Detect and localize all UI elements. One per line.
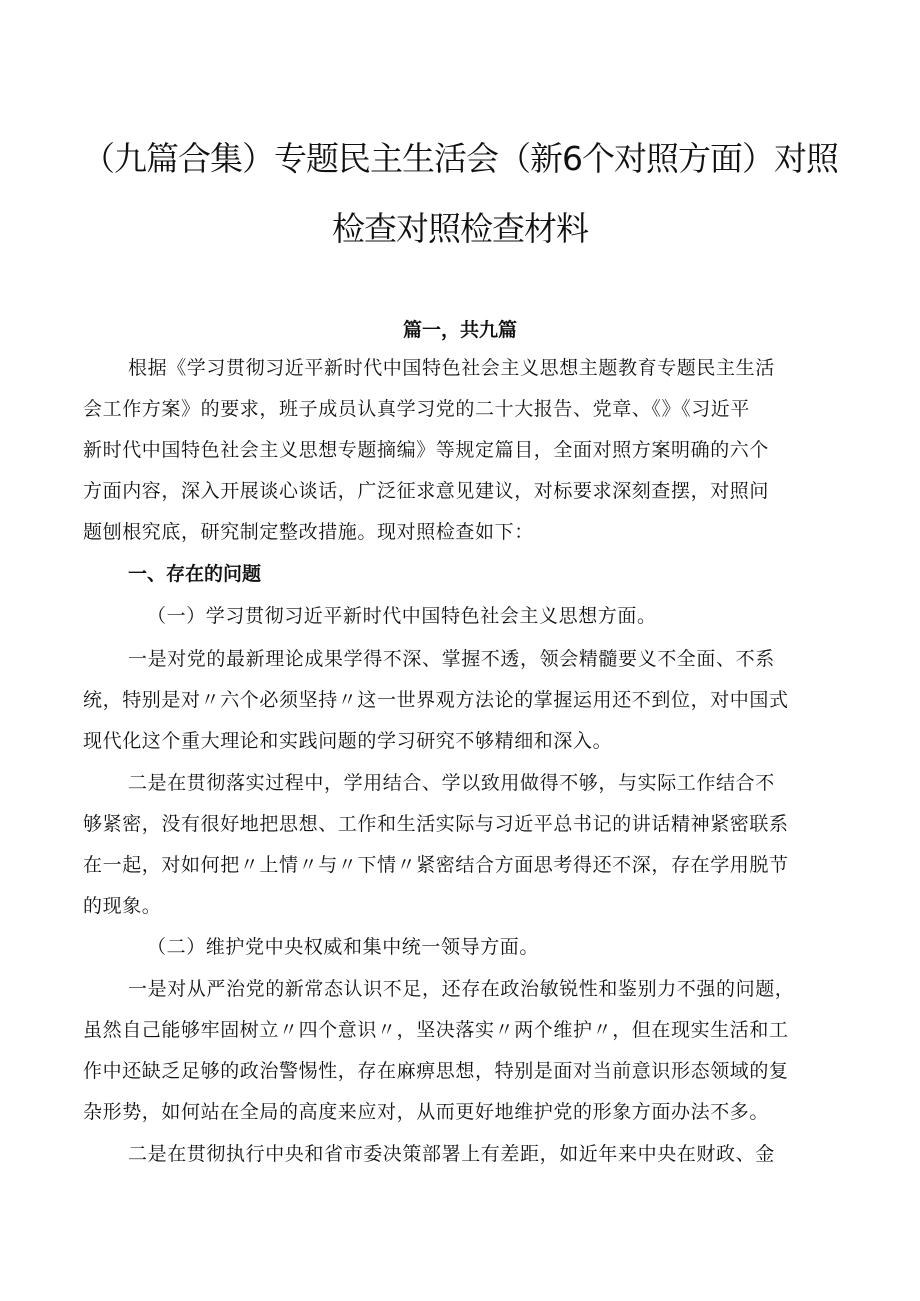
- subsection-heading: （一）学习贯彻习近平新时代中国特色社会主义思想方面。: [147, 605, 657, 627]
- subsection-heading: （二）维护党中央权威和集中统一领导方面。: [147, 936, 540, 958]
- body-line: 题刨根究底，研究制定整改措施。现对照检查如下：: [83, 521, 534, 543]
- body-line: 二是在贯彻落实过程中，学用结合、学以致用做得不够，与实际工作结合不: [128, 772, 775, 794]
- section-heading: 一、存在的问题: [128, 563, 262, 585]
- body-line: 现代化这个重大理论和实践问题的学习研究不够精细和深入。: [83, 730, 613, 752]
- body-line: 的现象。: [83, 895, 162, 917]
- body-line: 一是对党的最新理论成果学得不深、掌握不透，领会精髓要义不全面、不系: [128, 648, 775, 670]
- body-line: 方面内容，深入开展谈心谈话，广泛征求意见建议，对标要求深刻查摆，对照问: [83, 480, 770, 502]
- body-line: 够紧密，没有很好地把思想、工作和生活实际与习近平总书记的讲话精神紧密联系: [83, 813, 789, 835]
- body-line: 根据《学习贯彻习近平新时代中国特色社会主义思想主题教育专题民主生活: [128, 357, 775, 379]
- body-line: 统，特别是对〃六个必须坚持〃这一世界观方法论的掌握运用还不到位，对中国式: [83, 689, 789, 711]
- body-line: 虽然自己能够牢固树立〃四个意识〃，坚决落实〃两个维护〃，但在现实生活和工: [83, 1019, 789, 1041]
- body-line: 杂形势，如何站在全局的高度来应对，从而更好地维护党的形象方面办法不多。: [83, 1101, 770, 1123]
- section-subtitle: 篇一，共九篇: [402, 319, 517, 341]
- body-line: 会工作方案》的要求，班子成员认真学习党的二十大报告、党章、《》《习近平: [83, 398, 751, 420]
- body-line: 二是在贯彻执行中央和省市委决策部署上有差距，如近年来中央在财政、金: [128, 1143, 775, 1165]
- body-line: 在一起，对如何把〃上情〃与〃下情〃紧密结合方面思考得还不深，存在学用脱节: [83, 854, 789, 876]
- document-title-line-2: 检查对照检查材料: [332, 209, 588, 248]
- document-title-line-1: （九篇合集）专题民主生活会（新6个对照方面）对照: [82, 139, 838, 178]
- body-line: 一是对从严治党的新常态认识不足，还存在政治敏锐性和鉴别力不强的问题，: [128, 978, 795, 1000]
- body-line: 新时代中国特色社会主义思想专题摘编》等规定篇目，全面对照方案明确的六个: [83, 439, 770, 461]
- body-line: 作中还缺乏足够的政治警惕性，存在麻痹思想，特别是面对当前意识形态领域的复: [83, 1060, 789, 1082]
